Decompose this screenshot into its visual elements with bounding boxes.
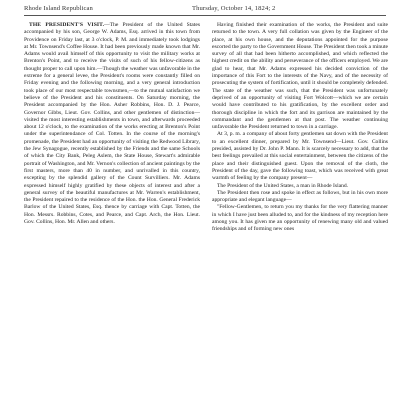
newspaper-title: Rhode Island Republican [24,5,93,12]
article-toast: The President of the United States, a man in Rhode Island. [217,182,349,189]
header-rule [24,15,386,16]
article-quote: "Fellow-Gentlemen, to return you my thanks for the very flattering manner in which I have just been alluded to, and for the kindness of my reception here among you. It has given me an opportunity of renewing many old and valued friendships and of forming new ones [212,204,388,233]
article-headline: THE PRESIDENT'S VISIT. [29,22,105,28]
article-lead-paragraph [24,22,200,226]
article-left-text: —The President of the United States accompanied by his son, George W. Adams, Esq. arrived in this town from Providence on Friday last, at 3 o'clock, P. M. and immediately took lodgings at Mr. Townsend's Coffee House. It had been previously made known that Mr. Adams would avail himself of this opportunity to visit the military works at Brenton's Point, and to receive the visits of such of his fellow-citizens as thought proper to call upon him.—Though the weather was unfavorable in the extreme for a general levee, the President's rooms were constantly filled on Friday evening and the following morning, and a very general introduction took place of our most respectable townsmen,—to the mutual satisfaction we believe of the President and his constituents. On Saturday morning, the President accompanied by the Hon. Asher Robbins, Hon. D. J. Pearce, Governor Gibbs, Lieut. Gov. Collins, and other gentlemen of distinction—visited the most interesting establishments in town, and afterwards proceeded about 12 o'clock, to the examination of the works erecting at Brenton's Point under the superintendance of Col. Totten. In the course of the morning's promenade, the President had an opportunity of visiting the Redwood Library, the Jew Synagogue, recently established by the Friends and the same Schools of which the City Bank, Peleg Aslem, the State House, Stewart's admirable portrait of Washington, and Mr. Vernon's collection of ancient paintings by the first masters, more than 40 in number, and unrivalled in this country, excepting by the splendid gallery of the Count Survilliers. Mr. Adams expressed himself highly gratified by these objects of interest and after a general survey of the beautiful manufactures at Mr. Warren's establishment, the President repaired to the residence of the Hon. the Hon. General Frederick Barlow of the United States, Esq. thence by carriage with Capt. Totten, the Hon. Messrs. Robbins, Cotes, and Pearce, and Capt. Arch, the Hon. Lieut. Gov. Collins, Hon. Mr. Allen and others. [24,22,200,226]
article-right-paragraph-1: Having finished their examination of the works, the President and suite returned to the town. A very full collation was given by the Engineer of the place, at his own house, and the deputations appointed for the purpose escorted the party to the Government House. The President then took a minute survey of all that had been hitherto accomplished, and which reflected the highest credit on the ability and perseverance of the officers employed. We are glad to hear, that Mr. Adams expressed his decided conviction of the importance of this Fort to the interests of the Navy, and of the necessity of prosecuting the system of fortification, until it should be completely defended. The state of the weather was such, that the President was unfortunately deprived of an opportunity of visiting Fort Wolcott—which we are certain would have contributed to his gratification, by the excellent order and thorough discipline in which the fort and its garrison are maintained by the commandant and the gentlemen at that post. The weather continuing unfavorable the President returned to town in a carriage. [212,22,388,131]
article-right-paragraph-3: The President then rose and spoke in effect as follows, but in his own more appropriate and elegant language— [212,189,388,204]
article-columns [24,22,388,396]
article-right-paragraph-2: At 3, p. m. a company of about forty gentlemen sat down with the President to an excellent dinner, prepared by Mr. Townsend—Lieut. Gov. Collins presided, assisted by Dr. John P. Mann. It is scarcely necessary to add, that the best feelings prevailed at this social entertainment, between the citizens of the place and their distinguished guest. Upon the removal of the cloth, the President of the day, gave the following toast, which was received with great warmth of feeling by the company present— [212,131,388,182]
issue-date: Thursday, October 14, 1824; 2 [192,5,276,12]
column-left [24,22,200,396]
column-right [212,22,388,396]
page-header [24,5,386,15]
